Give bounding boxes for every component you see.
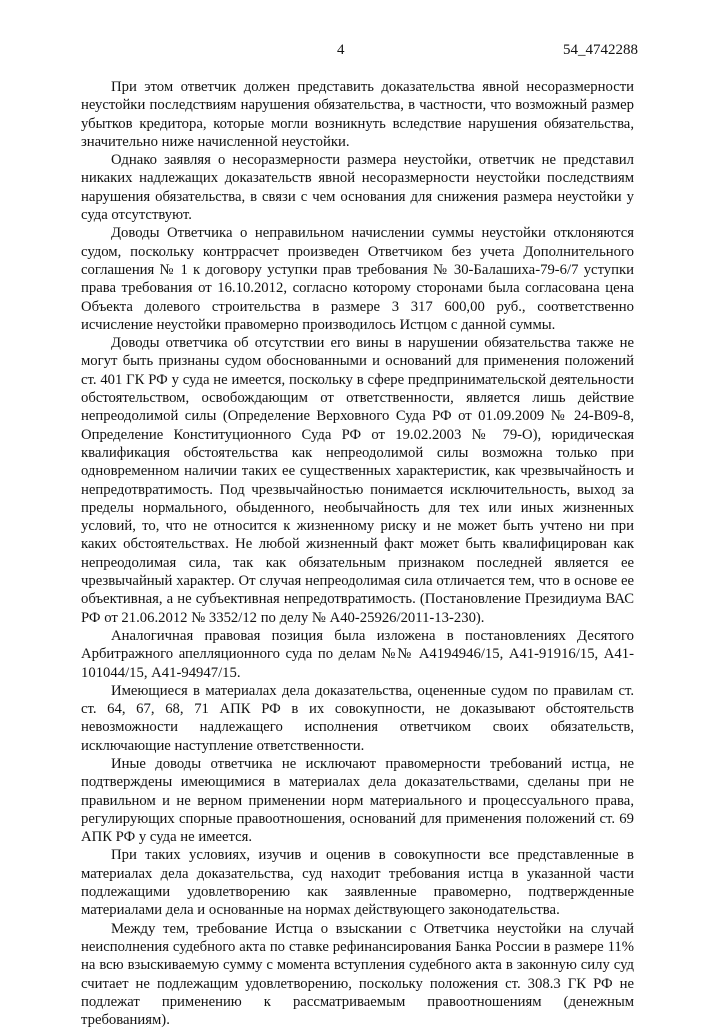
paragraph-5: Аналогичная правовая позиция была изложена в постановлениях Десятого Арбитражного апелляционного суда по делам №№ А4194946/15, А41-91916/15, А41-101044/15, А41-94947/15. bbox=[81, 627, 634, 681]
document-body bbox=[81, 78, 634, 1029]
paragraph-1: При этом ответчик должен представить доказательства явной несоразмерности неустойки последствиям нарушения обязательства, в частности, что возможный размер убытков кредитора, которые могли возникнуть вследствие нарушения обязательства, значительно ниже начисленной неустойки. bbox=[81, 79, 634, 150]
paragraph-7: Иные доводы ответчика не исключают правомерности требований истца, не подтверждены имеющимися в материалах дела доказательствами, сделаны при не правильном и не верном применении норм материального и процессуального права, регулирующих спорные правоотношения, оснований для применения положений ст. 69 АПК РФ у суда не имеется. bbox=[81, 755, 634, 846]
paragraph-9: Между тем, требование Истца о взыскании с Ответчика неустойки на случай неисполнения судебного акта по ставке рефинансирования Банка России в размере 11% на всю взыскиваемую сумму с момента вступления судебного акта в законную силу суд считает не подлежащим удовлетворению, поскольку положения ст. 308.3 ГК РФ не подлежат применению к рассматриваемым правоотношениям (денежным требованиям). bbox=[81, 920, 634, 1029]
paragraph-6: Имеющиеся в материалах дела доказательства, оцененные судом по правилам ст. ст. 64, 67, 68, 71 АПК РФ в их совокупности, не доказывают обстоятельств невозможности надлежащего исполнения ответчиком своих обязательств, исключающие наступление ответственности. bbox=[81, 682, 634, 754]
page-number: 4 bbox=[337, 42, 345, 58]
document-id: 54_4742288 bbox=[563, 42, 638, 58]
paragraph-3: Доводы Ответчика о неправильном начислении суммы неустойки отклоняются судом, поскольку контррасчет произведен Ответчиком без учета Дополнительного соглашения № 1 к договору уступки прав требования № 30-Балашиха-79-6/7 уступки права требования от 16.10.2012, согласно которому сторонами была согласована цена Объекта долевого строительства в размере 3 317 600,00 руб., соответственно исчисление неустойки правомерно производилось Истцом с данной суммы. bbox=[81, 225, 634, 333]
paragraph-2: Однако заявляя о несоразмерности размера неустойки, ответчик не представил никаких надлежащих доказательств явной несоразмерности неустойки последствиям нарушения обязательства, в связи с чем основания для снижения размера неустойки у суда отсутствуют. bbox=[81, 152, 634, 224]
paragraph-8: При таких условиях, изучив и оценив в совокупности все представленные в материалах дела доказательства, суд находит требования истца в указанной части подлежащими удовлетворению как заявленные правомерно, подтвержденные материалами дела и основанные на нормах действующего законодательства. bbox=[81, 847, 634, 919]
paragraph-4: Доводы ответчика об отсутствии его вины в нарушении обязательства также не могут быть признаны судом обоснованными и оснований для применения положений ст. 401 ГК РФ у суда не имеется, поскольку в сфере предпринимательской деятельности обстоятельством, освобождающим от ответственности, является лишь действие непреодолимой силы (Определение Верховного Суда РФ от 01.09.2009 № 24-В09-8, Определение Конституционного Суда РФ от 19.02.2003 № 79-О), юридическая квалификация обстоятельства как непреодолимой силы возможна только при одновременном наличии таких ее существенных характеристик, как чрезвычайность и непредотвратимость. Под чрезвычайностью понимается исключительность, выход за пределы нормального, обыденного, необычайность для тех или иных жизненных условий, то, что не относится к жизненному риску и не может быть учтено ни при каких обстоятельствах. Не любой жизненный факт может быть квалифицирован как непреодолимая сила, так как обязательным признаком последней является ее чрезвычайный характер. От случая непреодолимая сила отличается тем, что в основе ее объективная, а не субъективная непредотвратимость. (Постановление Президиума ВАС РФ от 21.06.2012 № 3352/12 по делу № А40-25926/2011-13-230). bbox=[81, 335, 634, 626]
page-header bbox=[0, 42, 724, 62]
